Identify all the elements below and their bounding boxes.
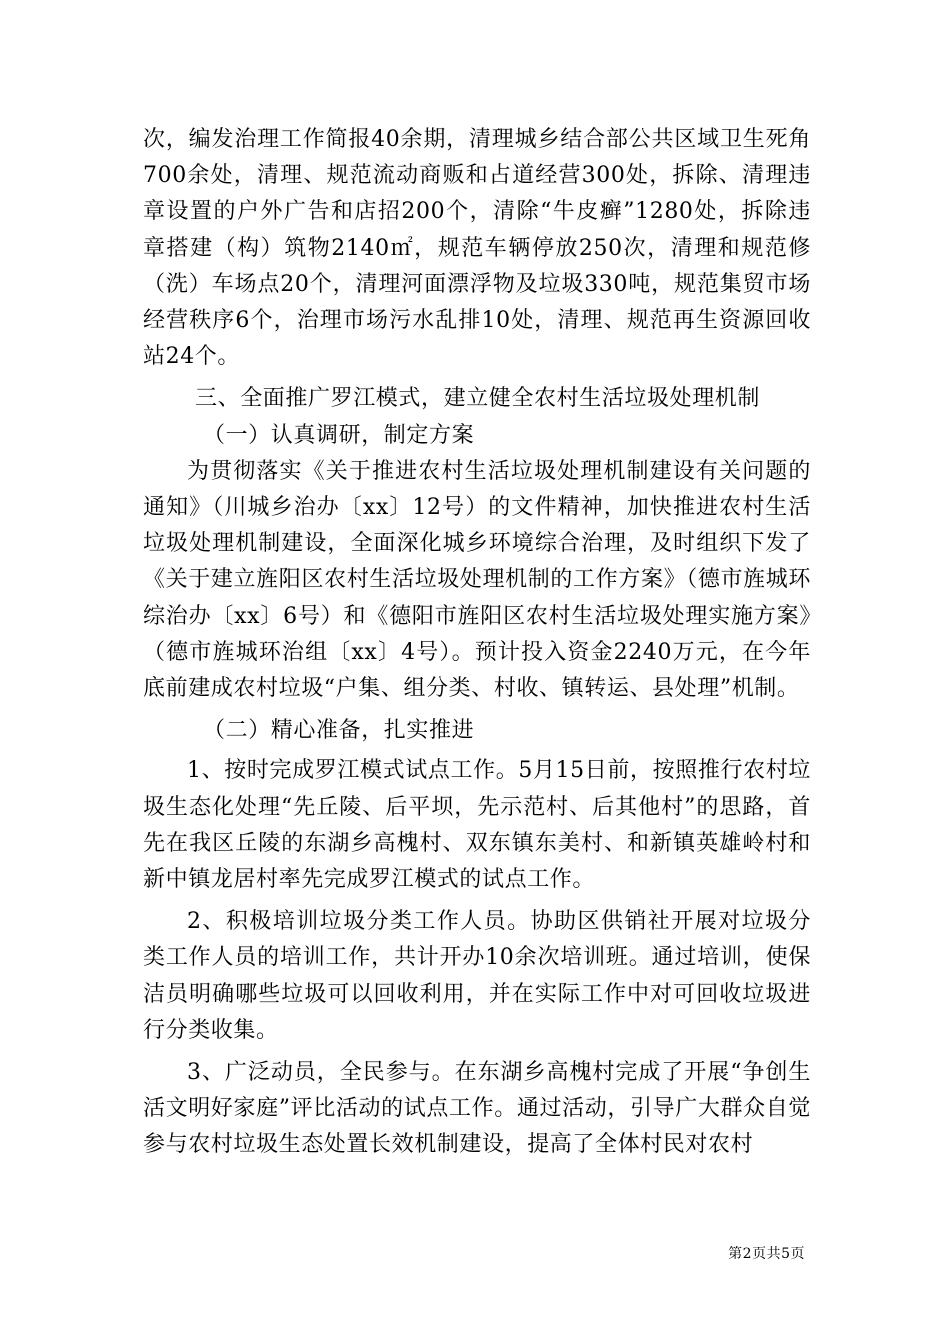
paragraph-item-1: 1、按时完成罗江模式试点工作。5月15日前，按照推行农村垃圾生态化处理“先丘陵、后平坝，先示范村、后其他村”的思路，首先在我区丘陵的东湖乡高槐村、双东镇东美村、和新镇英雄岭村和新中镇龙居村率先完成罗江模式的试点工作。 (143, 758, 811, 893)
document-body (143, 122, 811, 1164)
section-heading-3: 三、全面推广罗江模式，建立健全农村生活垃圾处理机制 (195, 386, 761, 412)
paragraph-policy: 为贯彻落实《关于推进农村生活垃圾处理机制建设有关问题的通知》（川城乡治办〔xx〕12号）的文件精神，加快推进农村生活垃圾处理机制建设，全面深化城乡环境综合治理，及时组织下发了《关于建立旌阳区农村生活垃圾处理机制的工作方案》（德市旌城环综治办〔xx〕6号）和《德阳市旌阳区农村生活垃圾处理实施方案》（德市旌城环治组〔xx〕4号）。预计投入资金2240万元，在今年底前建成农村垃圾“户集、组分类、村收、镇转运、县处理”机制。 (143, 458, 811, 702)
paragraph-item-2: 2、积极培训垃圾分类工作人员。协助区供销社开展对垃圾分类工作人员的培训工作，共计开办10余次培训班。通过培训，使保洁员明确哪些垃圾可以回收利用，并在实际工作中对可回收垃圾进行分类收集。 (143, 909, 811, 1043)
paragraph-continuation: 次，编发治理工作简报40余期，清理城乡结合部公共区域卫生死角700余处，清理、规范流动商贩和占道经营300处，拆除、清理违章设置的户外广告和店招200个，清除“牛皮癣”1280处，拆除违章搭建（构）筑物2140㎡，规范车辆停放250次，清理和规范修（洗）车场点20个，清理河面漂浮物及垃圾330吨，规范集贸市场经营秩序6个，治理市场污水乱排10处，清理、规范再生资源回收站24个。 (143, 127, 811, 370)
subsection-heading-2: （二）精心准备，扎实推进 (203, 718, 475, 744)
paragraph-item-3: 3、广泛动员，全民参与。在东湖乡高槐村完成了开展“争创生活文明好家庭”评比活动的试点工作。通过活动，引导广大群众自觉参与农村垃圾生态处置长效机制建设，提高了全体村民对农村 (143, 1060, 811, 1158)
page-number: 第2页共5页 (728, 1246, 805, 1262)
subsection-heading-1: （一）认真调研，制定方案 (203, 422, 475, 448)
